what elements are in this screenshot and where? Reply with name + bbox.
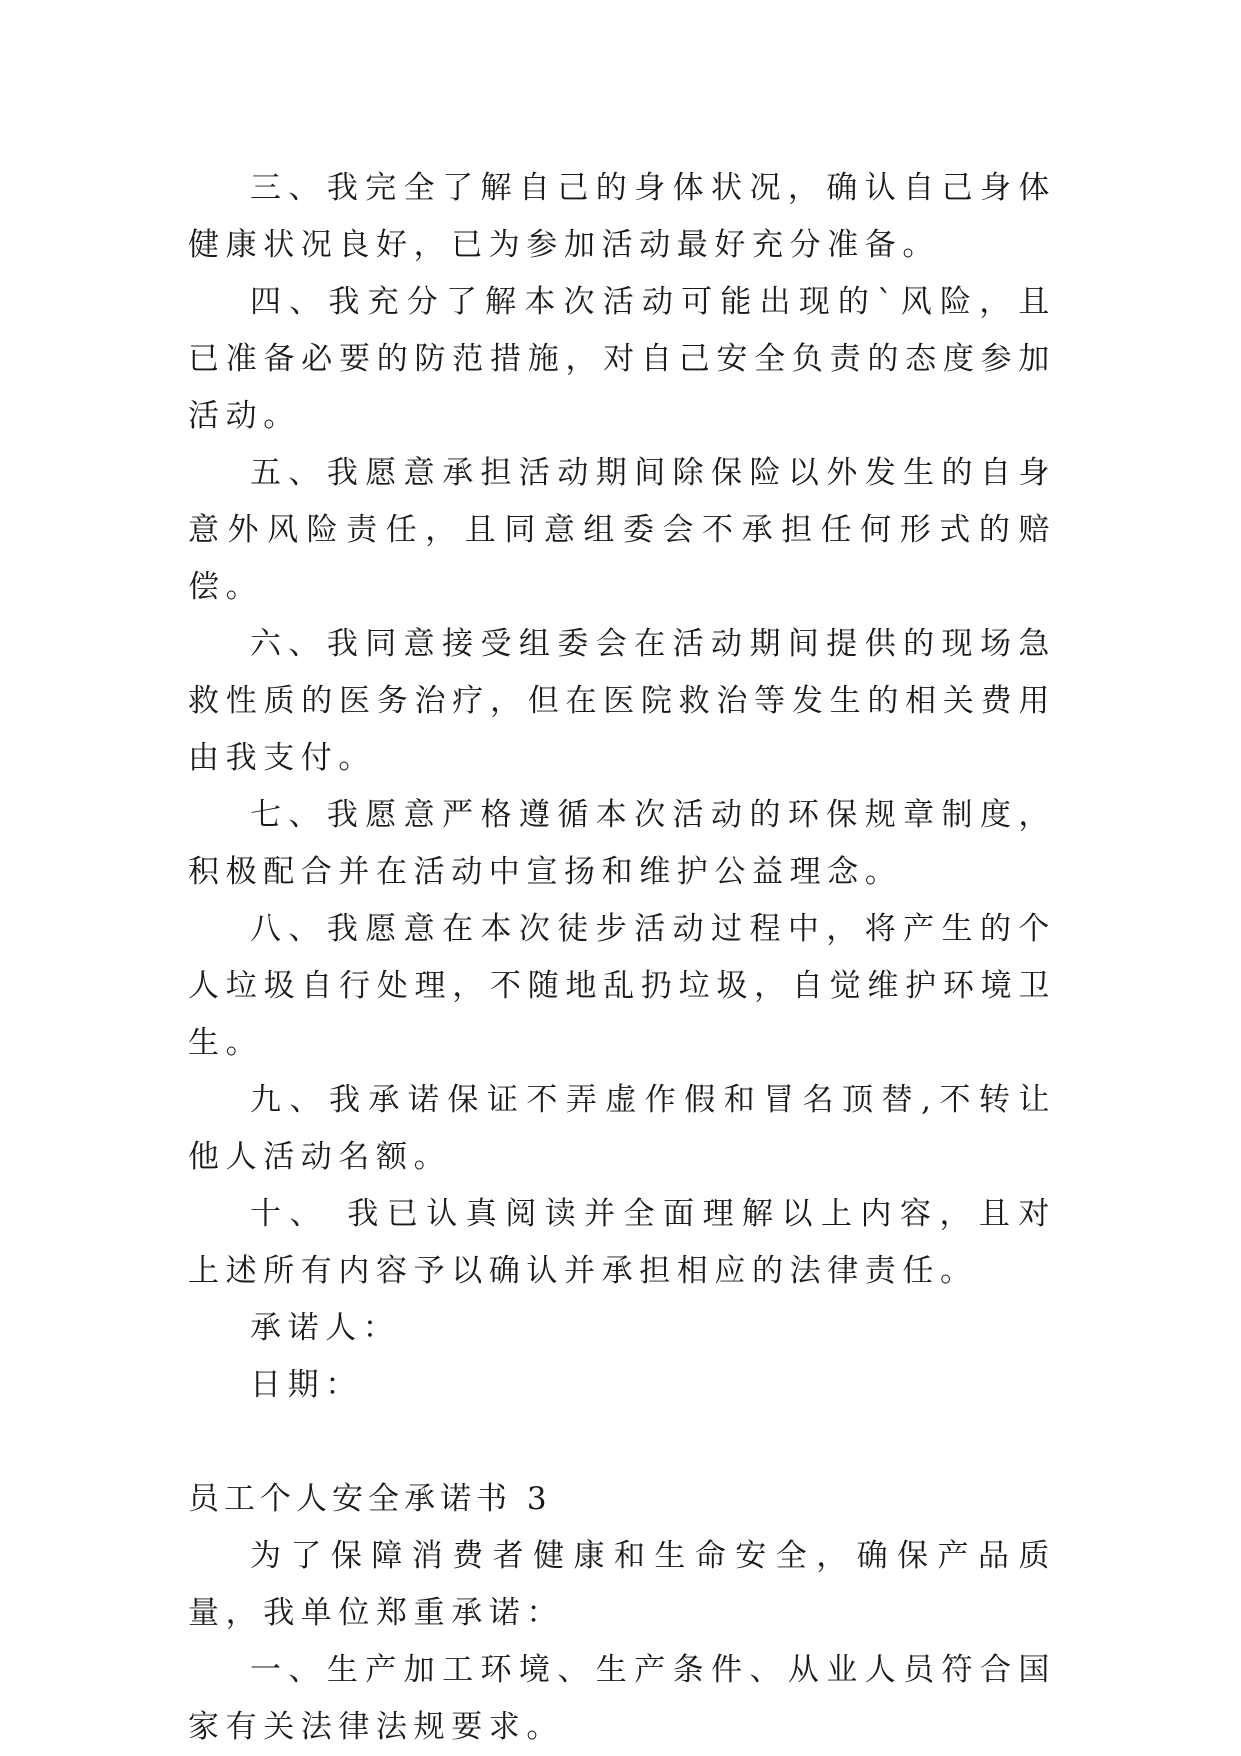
commitment-item-1: 一、生产加工环境、生产条件、从业人员符合国家有关法律法规要求。 (188, 1652, 1056, 1745)
intro-paragraph: 为了保障消费者健康和生命安全，确保产品质量，我单位郑重承诺： (188, 1538, 1056, 1631)
section-title: 员工个人安全承诺书 3 (188, 1481, 552, 1517)
commitment-item-4: 四、我充分了解本次活动可能出现的`风险，且已准备必要的防范措施，对自己安全负责的态度参加活动。 (188, 284, 1056, 434)
commitment-item-9: 九、我承诺保证不弄虚作假和冒名顶替,不转让他人活动名额。 (188, 1082, 1056, 1175)
commitment-item-6: 六、我同意接受组委会在活动期间提供的现场急救性质的医务治疗，但在医院救治等发生的相关费用由我支付。 (188, 626, 1056, 776)
commitment-item-5: 五、我愿意承担活动期间除保险以外发生的自身意外风险责任，且同意组委会不承担任何形式的赔偿。 (188, 455, 1056, 605)
signer-label: 承诺人： (250, 1310, 401, 1346)
document-body (188, 160, 1056, 1756)
commitment-item-10: 十、 我已认真阅读并全面理解以上内容，且对上述所有内容予以确认并承担相应的法律责任。 (188, 1196, 1056, 1289)
commitment-item-3: 三、我完全了解自己的身体状况，确认自己身体健康状况良好，已为参加活动最好充分准备。 (188, 170, 1056, 263)
date-label: 日期： (250, 1367, 363, 1403)
commitment-item-8: 八、我愿意在本次徒步活动过程中，将产生的个人垃圾自行处理，不随地乱扔垃圾，自觉维护环境卫生。 (188, 911, 1056, 1061)
commitment-item-7: 七、我愿意严格遵循本次活动的环保规章制度，积极配合并在活动中宣扬和维护公益理念。 (188, 797, 1056, 890)
